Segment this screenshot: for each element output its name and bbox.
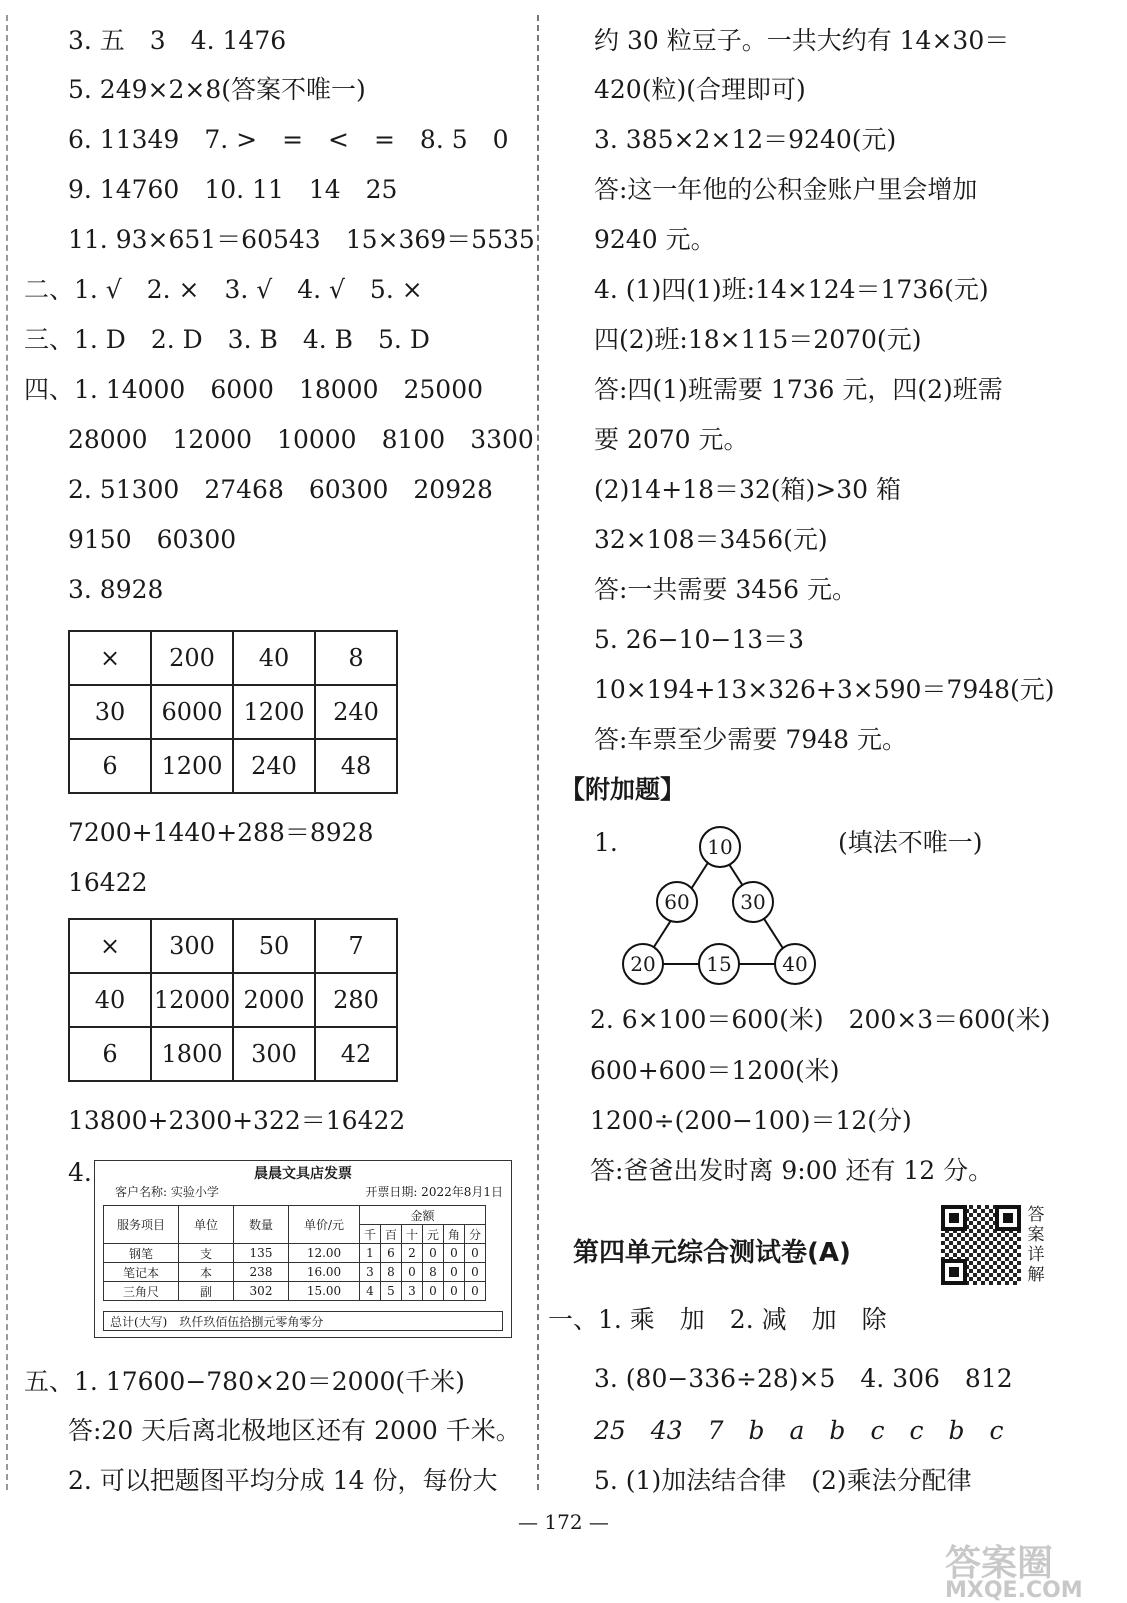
qr-finder (941, 1259, 967, 1285)
table-cell: 8 (315, 631, 397, 685)
answer-line: 5. (1)加法结合律 (2)乘法分配律 (594, 1466, 972, 1495)
table-cell: 1800 (151, 1027, 233, 1081)
digit-header: 角 (444, 1225, 465, 1244)
invoice-cell: 1 (360, 1244, 381, 1263)
invoice-cell: 8 (423, 1263, 444, 1282)
qr-finder (995, 1205, 1021, 1231)
invoice-cell: 0 (444, 1244, 465, 1263)
answer-line: 9240 元。 (594, 225, 716, 254)
invoice-cell: 0 (423, 1282, 444, 1301)
table-cell: 42 (315, 1027, 397, 1081)
number-circle: 10 (699, 826, 741, 868)
section-five-answers: 五、1. 17600−780×20＝2000(千米) (24, 1367, 465, 1396)
answer-line: 13800+2300+322＝16422 (68, 1106, 406, 1135)
answer-line: (2)14+18＝32(箱)>30 箱 (594, 475, 902, 504)
qr-label: 答案详解 (1027, 1205, 1045, 1285)
answer-line: 要 2070 元。 (594, 425, 749, 454)
multiplication-table-1 (68, 630, 398, 794)
answer-line: 16422 (68, 868, 148, 897)
invoice-cell: 0 (465, 1282, 486, 1301)
table-cell: 6000 (151, 685, 233, 739)
multiplication-table-2 (68, 918, 398, 1082)
watermark-url: MXQE.COM (945, 1578, 1083, 1603)
unit-title: 第四单元综合测试卷(A) (573, 1238, 851, 1268)
page-number: — 172 — (518, 1510, 609, 1534)
answer-line: 2. 51300 27468 60300 20928 (68, 475, 493, 504)
invoice-cell: 三角尺 (104, 1282, 179, 1301)
invoice-cell: 12.00 (289, 1244, 360, 1263)
section-two-answers: 二、1. √ 2. × 3. √ 4. √ 5. × (24, 275, 423, 304)
number-circle: 40 (774, 943, 816, 985)
section-three-answers: 三、1. D 2. D 3. B 4. B 5. D (24, 325, 430, 354)
invoice-header: 数量 (234, 1206, 289, 1244)
invoice-row (104, 1263, 486, 1282)
invoice-cell: 支 (179, 1244, 234, 1263)
table-cell: 200 (151, 631, 233, 685)
invoice-title: 晨晨文具店发票 (254, 1166, 352, 1182)
answer-line: 9. 14760 10. 11 14 25 (68, 175, 398, 204)
invoice-cell: 笔记本 (104, 1263, 179, 1282)
invoice-cell: 0 (402, 1263, 423, 1282)
invoice-header: 单价/元 (289, 1206, 360, 1244)
table-cell: 48 (315, 739, 397, 793)
answer-note: (填法不唯一) (838, 828, 983, 857)
invoice-cell: 238 (234, 1263, 289, 1282)
invoice-cell: 0 (444, 1263, 465, 1282)
answer-line: 7200+1440+288＝8928 (68, 818, 374, 847)
invoice (94, 1160, 512, 1338)
invoice-cell: 2 (402, 1244, 423, 1263)
answer-line: 10×194+13×326+3×590＝7948(元) (594, 675, 1055, 704)
answer-line: 答:车票至少需要 7948 元。 (594, 725, 907, 754)
invoice-cell: 0 (444, 1282, 465, 1301)
answer-line: 约 30 粒豆子。一共大约有 14×30＝ (594, 26, 1010, 55)
answer-line: 9150 60300 (68, 525, 237, 554)
left-margin-line (6, 15, 8, 1490)
invoice-cell: 8 (381, 1263, 402, 1282)
answer-line: 600+600＝1200(米) (590, 1056, 840, 1085)
invoice-table (103, 1205, 486, 1301)
table-cell: 2000 (233, 973, 315, 1027)
answer-line: 25 43 7 b a b c c b c (594, 1416, 1004, 1445)
answer-line: 2. 6×100＝600(米) 200×3＝600(米) (590, 1005, 1051, 1034)
qr-finder (941, 1205, 967, 1231)
table-cell: 50 (233, 919, 315, 973)
invoice-row (104, 1244, 486, 1263)
invoice-cell: 3 (360, 1263, 381, 1282)
table-cell: 240 (233, 739, 315, 793)
invoice-cell: 副 (179, 1282, 234, 1301)
answer-line: 1. (594, 828, 618, 857)
answer-line: 答:这一年他的公积金账户里会增加 (594, 175, 978, 204)
invoice-cell: 本 (179, 1263, 234, 1282)
invoice-header: 金额 (360, 1206, 486, 1225)
invoice-cell: 6 (381, 1244, 402, 1263)
answer-line: 2. 可以把题图平均分成 14 份，每份大 (68, 1466, 498, 1495)
answer-line: 答:一共需要 3456 元。 (594, 575, 857, 604)
invoice-cell: 5 (381, 1282, 402, 1301)
table-cell: 300 (151, 919, 233, 973)
digit-header: 百 (381, 1225, 402, 1244)
number-circle: 20 (622, 943, 664, 985)
answer-line: 3. 五 3 4. 1476 (68, 26, 287, 55)
answer-line: 四(2)班:18×115＝2070(元) (594, 325, 922, 354)
table-cell: 40 (69, 973, 151, 1027)
answer-line: 4. (68, 1158, 92, 1187)
table-cell: 7 (315, 919, 397, 973)
table-cell: 6 (69, 739, 151, 793)
answer-line: 32×108＝3456(元) (594, 525, 828, 554)
column-divider (537, 15, 539, 1490)
answer-line: 3. 385×2×12＝9240(元) (594, 125, 897, 154)
invoice-header: 服务项目 (104, 1206, 179, 1244)
table-cell: 300 (233, 1027, 315, 1081)
invoice-cell: 钢笔 (104, 1244, 179, 1263)
invoice-cell: 0 (465, 1263, 486, 1282)
table-cell: × (69, 631, 151, 685)
answer-line: 6. 11349 7. > = < = 8. 5 0 (68, 125, 509, 154)
answer-line: 3. (80−336÷28)×5 4. 306 812 (594, 1364, 1013, 1393)
table-cell: 240 (315, 685, 397, 739)
invoice-cell: 15.00 (289, 1282, 360, 1301)
invoice-cell: 3 (402, 1282, 423, 1301)
invoice-total: 总计(大写) 玖仟玖佰伍拾捌元零角零分 (103, 1311, 503, 1331)
answer-line: 420(粒)(合理即可) (594, 75, 806, 104)
invoice-cell: 16.00 (289, 1263, 360, 1282)
invoice-cell: 302 (234, 1282, 289, 1301)
table-cell: 30 (69, 685, 151, 739)
answer-line: 28000 12000 10000 8100 3300 (68, 425, 534, 454)
invoice-row (104, 1282, 486, 1301)
number-circle: 60 (656, 881, 698, 923)
table-cell: 1200 (151, 739, 233, 793)
digit-header: 分 (465, 1225, 486, 1244)
qr-code-icon[interactable] (941, 1205, 1021, 1285)
invoice-customer: 客户名称: 实验小学 (115, 1185, 219, 1199)
answer-line: 答:四(1)班需要 1736 元，四(2)班需 (594, 375, 1003, 404)
table-cell: × (69, 919, 151, 973)
number-circle: 15 (698, 943, 740, 985)
number-circle: 30 (732, 881, 774, 923)
table-cell: 1200 (233, 685, 315, 739)
section-four-answers: 四、1. 14000 6000 18000 25000 (24, 375, 484, 404)
answer-line: 5. 249×2×8(答案不唯一) (68, 75, 366, 104)
answer-line: 5. 26−10−13＝3 (594, 625, 805, 654)
answer-line: 答:20 天后离北极地区还有 2000 千米。 (68, 1416, 521, 1445)
invoice-header: 单位 (179, 1206, 234, 1244)
invoice-date: 开票日期: 2022年8月1日 (365, 1185, 503, 1199)
section-one-answers: 一、1. 乘 加 2. 减 加 除 (548, 1305, 887, 1334)
table-cell: 6 (69, 1027, 151, 1081)
invoice-cell: 0 (423, 1244, 444, 1263)
digit-header: 千 (360, 1225, 381, 1244)
digit-header: 十 (402, 1225, 423, 1244)
invoice-cell: 0 (465, 1244, 486, 1263)
table-cell: 40 (233, 631, 315, 685)
watermark-logo: 答案圈 (945, 1543, 1054, 1584)
invoice-cell: 4 (360, 1282, 381, 1301)
answer-line: 11. 93×651＝60543 15×369＝5535 (68, 225, 535, 254)
answer-line: 3. 8928 (68, 575, 164, 604)
answer-line: 答:爸爸出发时离 9:00 还有 12 分。 (590, 1156, 994, 1185)
digit-header: 元 (423, 1225, 444, 1244)
table-cell: 280 (315, 973, 397, 1027)
table-cell: 12000 (151, 973, 233, 1027)
invoice-cell: 135 (234, 1244, 289, 1263)
answer-line: 1200÷(200−100)＝12(分) (590, 1106, 912, 1135)
bonus-heading: 【附加题】 (560, 775, 686, 804)
answer-line: 4. (1)四(1)班:14×124＝1736(元) (594, 275, 989, 304)
